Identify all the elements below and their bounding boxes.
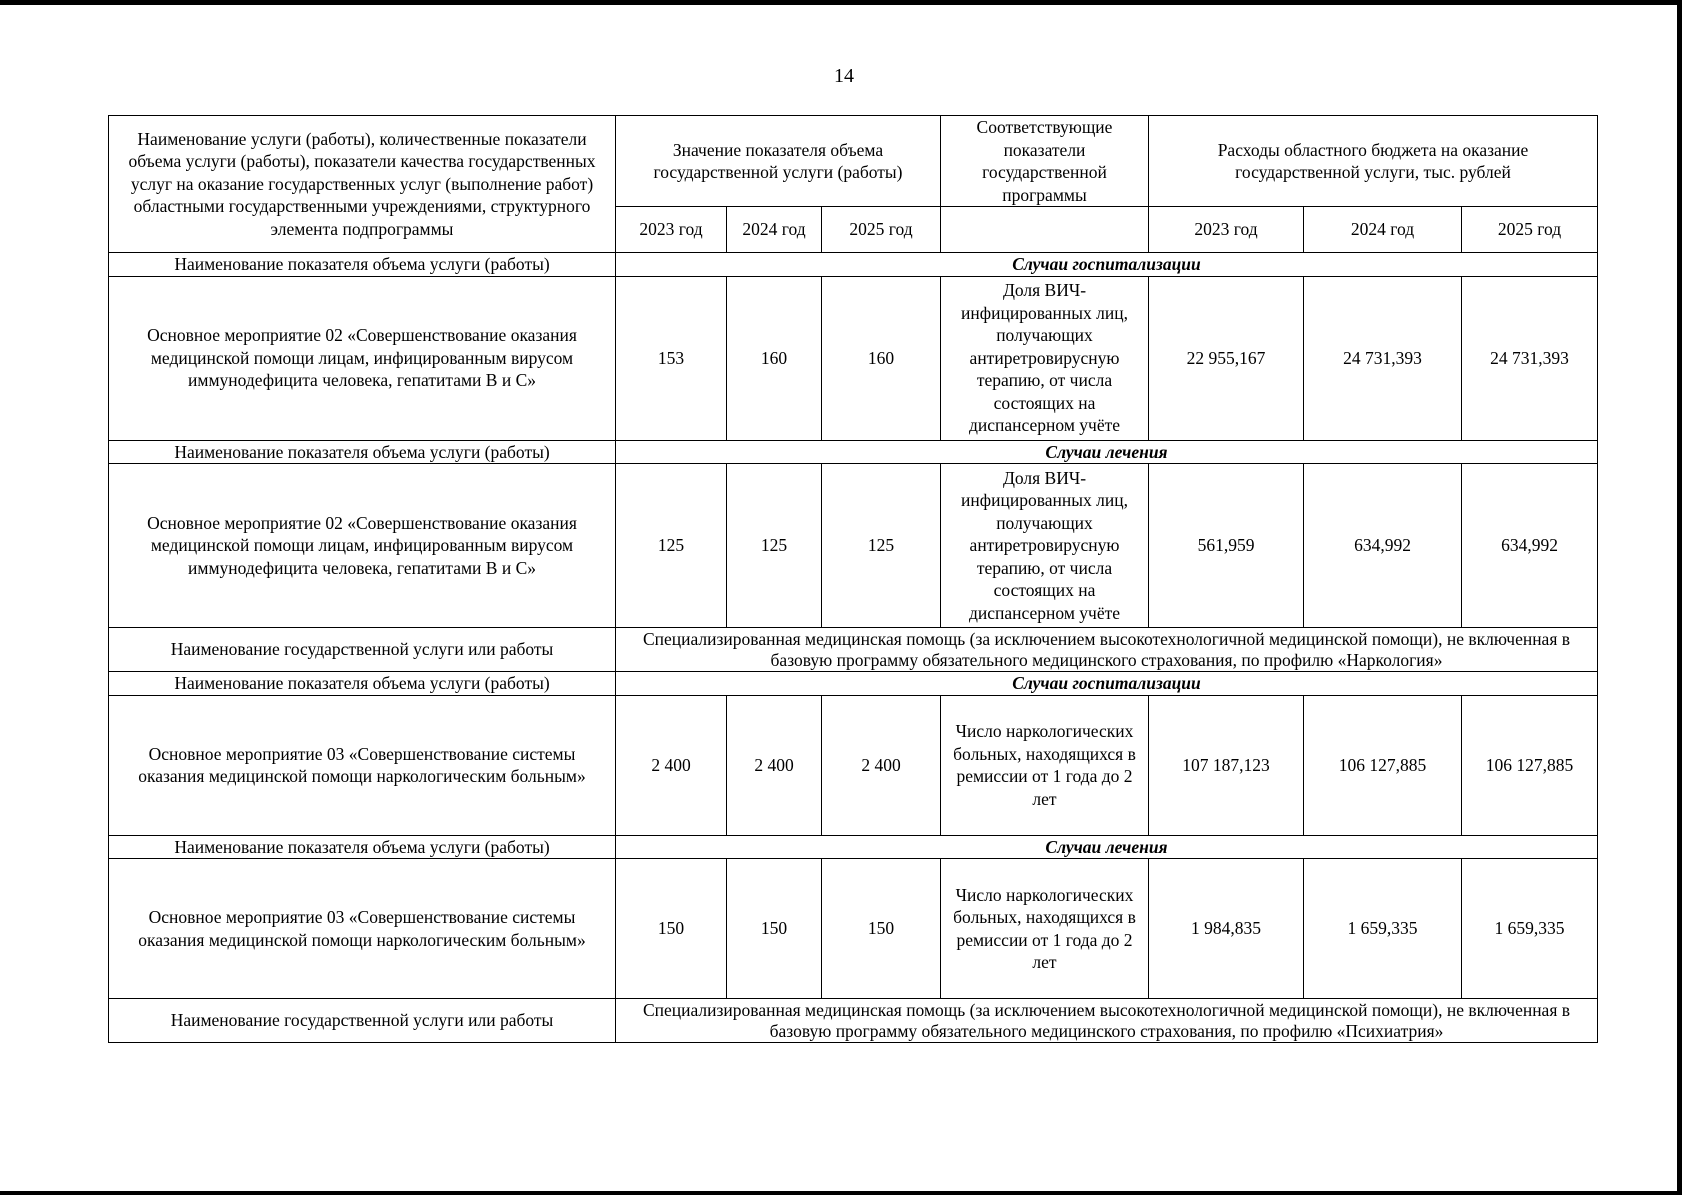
indicator-row [109,253,1598,277]
budget-2025: 634,992 [1462,464,1598,628]
indicator-value: Случаи лечения [616,835,1598,859]
value-2023: 150 [616,859,727,999]
indicator-label: Наименование показателя объема услуги (работы) [109,253,616,277]
service-value: Специализированная медицинская помощь (за исключением высокотехнологичной медицинской помощи), не включенная в базовую программу обязательного медицинского страхования, по профилю «Психиатрия» [616,999,1598,1043]
budget-2024: 106 127,885 [1304,695,1462,835]
service-value: Специализированная медицинская помощь (за исключением высокотехнологичной медицинской помощи), не включенная в базовую программу обязательного медицинского страхования, по профилю «Наркология» [616,628,1598,672]
table-row [109,464,1598,628]
header-name-col: Наименование услуги (работы), количественные показатели объема услуги (работы), показатели качества государственных услуг на оказание государственных услуг (выполнение работ) областными государственными учреждениями, структурного элемента подпрограммы [109,116,616,253]
value-2025: 125 [822,464,941,628]
service-label: Наименование государственной услуги или работы [109,999,616,1043]
budget-2023: 22 955,167 [1149,276,1304,440]
budget-2025: 106 127,885 [1462,695,1598,835]
table-row [109,695,1598,835]
header-year: 2023 год [616,207,727,253]
value-2024: 125 [727,464,822,628]
header-year: 2023 год [1149,207,1304,253]
activity-name: Основное мероприятие 02 «Совершенствование оказания медицинской помощи лицам, инфицированным вирусом иммунодефицита человека, гепатитами В и С» [109,276,616,440]
header-program-col: Соответствующие показатели государственной программы [941,116,1149,207]
value-2024: 2 400 [727,695,822,835]
header-year: 2024 год [727,207,822,253]
budget-2024: 24 731,393 [1304,276,1462,440]
indicator-value: Случаи госпитализации [616,672,1598,696]
value-2023: 125 [616,464,727,628]
table-row [109,276,1598,440]
indicator-row [109,672,1598,696]
header-year: 2025 год [1462,207,1598,253]
budget-2023: 1 984,835 [1149,859,1304,999]
header-budget-group: Расходы областного бюджета на оказание государственной услуги, тыс. рублей [1149,116,1598,207]
budget-table [108,115,1598,1043]
indicator-label: Наименование показателя объема услуги (работы) [109,835,616,859]
budget-2023: 107 187,123 [1149,695,1304,835]
activity-name: Основное мероприятие 02 «Совершенствование оказания медицинской помощи лицам, инфицированным вирусом иммунодефицита человека, гепатитами В и С» [109,464,616,628]
header-value-group: Значение показателя объема государственной услуги (работы) [616,116,941,207]
value-2023: 153 [616,276,727,440]
indicator-label: Наименование показателя объема услуги (работы) [109,440,616,464]
page-number: 14 [834,65,854,87]
indicator-label: Наименование показателя объема услуги (работы) [109,672,616,696]
value-2024: 150 [727,859,822,999]
indicator-value: Случаи госпитализации [616,253,1598,277]
activity-name: Основное мероприятие 03 «Совершенствование системы оказания медицинской помощи наркологическим больным» [109,695,616,835]
program-indicator: Доля ВИЧ-инфицированных лиц, получающих антиретровирусную терапию, от числа состоящих на диспансерном учёте [941,276,1149,440]
service-label: Наименование государственной услуги или работы [109,628,616,672]
value-2025: 150 [822,859,941,999]
budget-2023: 561,959 [1149,464,1304,628]
indicator-row [109,835,1598,859]
budget-2024: 1 659,335 [1304,859,1462,999]
service-row [109,999,1598,1043]
budget-2024: 634,992 [1304,464,1462,628]
budget-2025: 1 659,335 [1462,859,1598,999]
budget-2025: 24 731,393 [1462,276,1598,440]
value-2024: 160 [727,276,822,440]
indicator-row [109,440,1598,464]
program-indicator: Число наркологических больных, находящихся в ремиссии от 1 года до 2 лет [941,695,1149,835]
activity-name: Основное мероприятие 03 «Совершенствование системы оказания медицинской помощи наркологическим больным» [109,859,616,999]
indicator-value: Случаи лечения [616,440,1598,464]
program-indicator: Число наркологических больных, находящихся в ремиссии от 1 года до 2 лет [941,859,1149,999]
value-2025: 160 [822,276,941,440]
program-indicator: Доля ВИЧ-инфицированных лиц, получающих антиретровирусную терапию, от числа состоящих на диспансерном учёте [941,464,1149,628]
service-row [109,628,1598,672]
table-row [109,859,1598,999]
header-row [109,116,1598,207]
header-year: 2024 год [1304,207,1462,253]
header-program-empty [941,207,1149,253]
header-year: 2025 год [822,207,941,253]
value-2025: 2 400 [822,695,941,835]
value-2023: 2 400 [616,695,727,835]
